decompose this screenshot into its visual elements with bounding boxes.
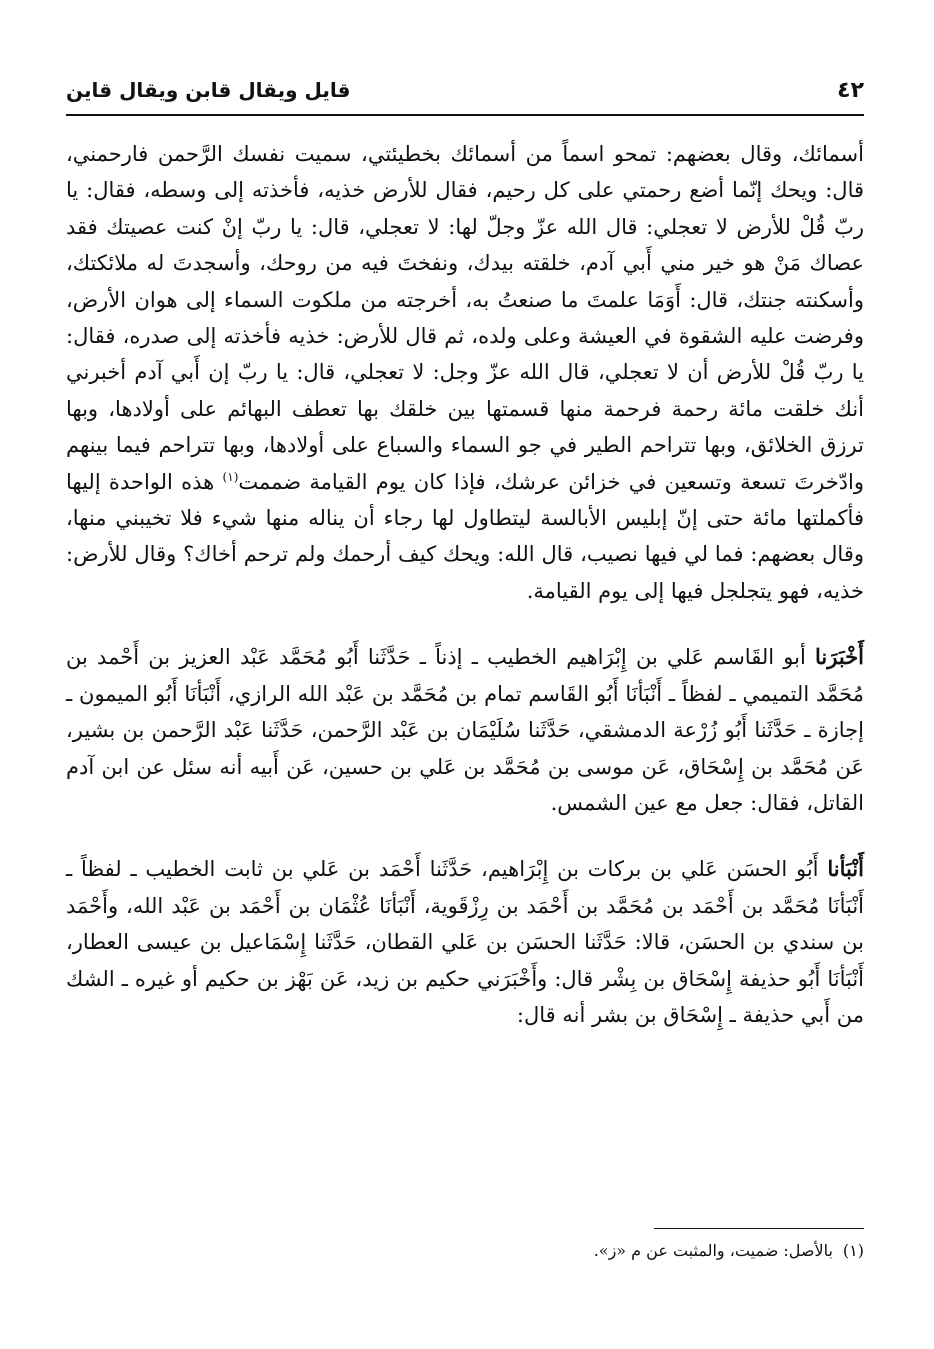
footnote-divider [654, 1228, 864, 1229]
page-number: ٤٢ [837, 78, 864, 103]
paragraph-text-continued: هذه الواحدة إليها فأكملتها مائة حتى إنّ إبليس الأبالسة ليتطاول لها رجاء أن يناله منها شيء فلا تخيبني منها، وقال بعضهم: فما لي فيها نصيب، قال الله: ويحك كيف أرحمك ولم ترحم أخاك؟ وقال للأرض: خذيه، فهو يتجلجل فيها إلى يوم القيامة. [66, 469, 864, 603]
footnote-mark: (١) [842, 1241, 864, 1260]
paragraph-1 [66, 136, 864, 609]
running-title: قايل ويقال قابن ويقال قاين [66, 78, 351, 102]
paragraph-text: أسمائك، وقال بعضهم: تمحو اسماً من أسمائك بخطيئتي، سميت نفسك الرَّحمن فارحمني، قال: ويحك إنّما أضع رحمتي على كل رحيم، فقال للأرض خذيه، فأخذته إلى وسطه، فقال: يا ربّ قُلْ للأرض لا تعجلي: قال الله عزّ وجلّ لها: لا تعجلي، قال: يا ربّ إنْ كنت عصيتك فقد عصاك مَنْ هو خير مني أَبي آدم، خلقته بيدك، ونفختَ فيه من روحك، وأسجدتَ له ملائكتك، وأسكنته جنتك، قال: أَوَمَا علمتَ ما صنعتُ به، أخرجته من ملكوت السماء إلى هوان الأرض، وفرضت عليه الشقوة في العيشة وعلى ولده، ثم قال للأرض: خذيه فأخذته إلى صدره، فقال: يا ربّ قُلْ للأرض أن لا تعجلي، قال الله عزّ وجل: لا تعجلي، قال: يا ربّ إن أَبي آدم أخبرني أنك خلقت مائة رحمة فرحمة منها قسمتها بين خلقك بها تعطف البهائم على أولادها، وبها ترزق الخلائق، وبها تتراحم الطير في جو السماء والسباع على أولادها، وبها تتراحم فيما بينهم وادّخرتَ تسعة وتسعين في خزائن عرشك، فإذا كان يوم القيامة ضممت [66, 142, 864, 494]
paragraph-text: أَبُو الحسَن عَلي بن بركات بن إِبْرَاهيم، حَدَّثَنا أَحْمَد بن عَلي بن ثابت الخطيب ـ لفظاً ـ أَنْبَأنَا مُحَمَّد بن أَحْمَد بن مُحَمَّد بن أَحْمَد بن رِزْقَوية، أَنْبَأنَا عُثْمَان بن أَحْمَد بن عَبْد الله، وأَحْمَد بن سندي بن الحسَن، قالا: حَدَّثَنا الحسَن بن عَلي القطان، حَدَّثَنا إِسْمَاعيل بن عيسى العطار، أَنْبَأنَا أَبُو حذيفة إِسْحَاق بن بِشْر قال: وأَخْبَرَني حكيم بن زيد، عَن بَهْز بن حكيم أو غيره ـ الشك من أَبي حذيفة ـ إِسْحَاق بن بشر أنه قال: [66, 857, 864, 1027]
page-header [66, 66, 864, 116]
footnote [66, 1238, 864, 1264]
paragraph-2 [66, 639, 864, 821]
footnote-reference: (١) [222, 469, 239, 484]
paragraph-lead-word: أَنْبَأنا [827, 856, 864, 882]
body-text [66, 136, 864, 1033]
footnote-text: بالأصل: ضميت، والمثبت عن م «ز». [593, 1241, 833, 1260]
paragraph-lead-word: أَخْبَرَنا [815, 644, 864, 670]
paragraph-text: أبو القَاسم عَلي بن إِبْرَاهيم الخطيب ـ إذناً ـ حَدَّثَنا أَبُو مُحَمَّد عَبْد العزيز بن أَحْمد بن مُحَمَّد التميمي ـ لفظاً ـ أَنْبَأنَا أَبُو القَاسم تمام بن مُحَمَّد بن عَبْد الله الرازي، أَنْبَأنَا أَبُو الميمون ـ إجازة ـ حَدَّثَنا أَبُو زُرْعة الدمشقي، حَدَّثَنا سُلَيْمَان بن عَبْد الرَّحمن، حَدَّثَنا عَبْد الرَّحمن بن بشير، عَن مُحَمَّد بن إِسْحَاق، عَن موسى بن مُحَمَّد بن عَلي بن حسين، عَن أَبيه أنه سئل عن ابن آدم القاتل، فقال: جعل مع عين الشمس. [66, 645, 864, 815]
paragraph-3 [66, 851, 864, 1033]
